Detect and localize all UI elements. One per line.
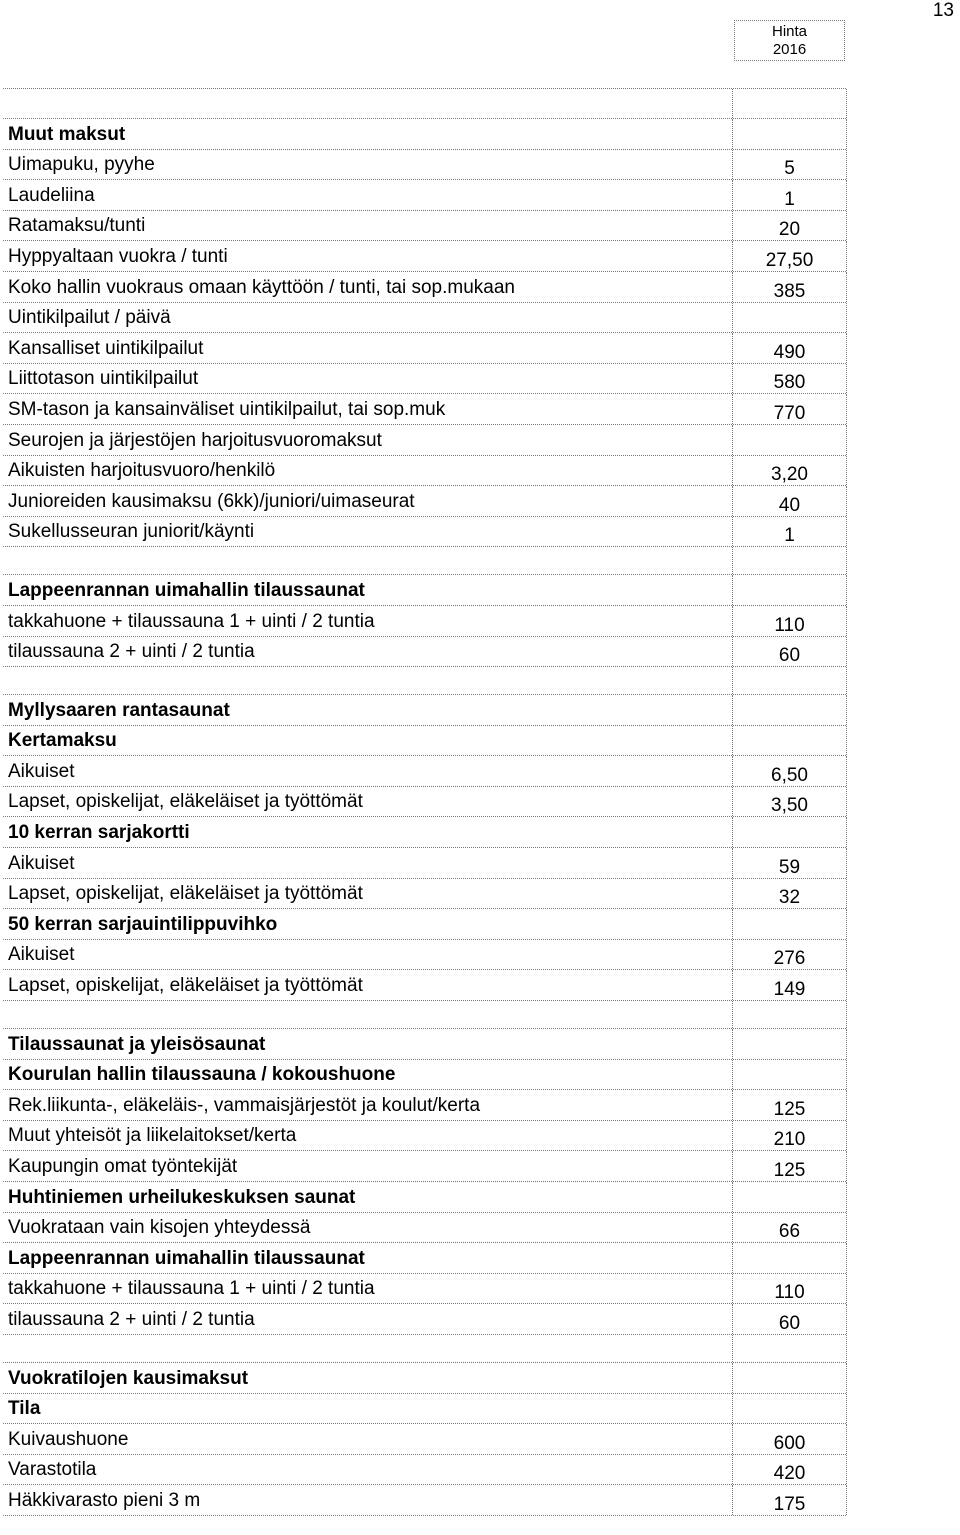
item-label: Hyppyaltaan vuokra / tunti [8,245,228,267]
item-price: 1 [784,188,795,210]
price-row [3,1274,846,1305]
section-heading: Muut maksut [8,123,126,145]
item-price: 490 [773,341,806,363]
item-label: Koko hallin vuokraus omaan käyttöön / tunti, tai sop.mukaan [8,276,515,298]
price-row [3,486,846,517]
section-heading-row [3,695,846,726]
item-label: Aikuiset [8,944,75,966]
item-label: Kansalliset uintikilpailut [8,337,204,359]
item-label: Seurojen ja järjestöjen harjoitusvuoromaksut [8,429,382,451]
section-heading-row [3,1029,846,1060]
item-price: 580 [773,372,806,394]
item-price: 3,50 [771,795,808,817]
price-row [3,425,846,456]
section-heading-row [3,1394,846,1425]
price-row [3,848,846,879]
item-price: 770 [773,402,806,424]
item-label: Varastotila [8,1459,97,1481]
item-label: Lapset, opiskelijat, eläkeläiset ja työttömät [8,975,363,997]
spacer-row [3,1001,846,1029]
item-label: Laudeliina [8,184,95,206]
item-label: Aikuiset [8,852,75,874]
item-price: 420 [773,1463,806,1485]
section-heading: 10 kerran sarjakortti [8,822,190,844]
item-price: 6,50 [771,764,808,786]
price-row [3,1090,846,1121]
price-header-year: 2016 [772,41,807,58]
price-row [3,180,846,211]
price-row [3,970,846,1001]
item-label: Liittotason uintikilpailut [8,368,199,390]
section-heading: Myllysaaren rantasaunat [8,699,230,721]
item-label: Kaupungin omat työntekijät [8,1156,238,1177]
item-price: 3,20 [771,464,808,486]
price-row [3,394,846,425]
spacer-row [3,547,846,575]
section-heading: Tilaussaunat ja yleisösaunat [8,1033,266,1055]
section-heading: 50 kerran sarjauintilippuvihko [8,913,278,935]
item-label: Aikuiset [8,760,75,782]
item-label: Uimapuku, pyyhe [8,154,155,176]
section-heading: Tila [8,1398,41,1420]
item-price: 40 [778,494,801,516]
item-label: Rek.liikunta-, eläkeläis-, vammaisjärjestöt ja koulut/kerta [8,1094,481,1116]
item-label: Lapset, opiskelijat, eläkeläiset ja työttömät [8,791,363,813]
item-label: SM-tason ja kansainväliset uintikilpailut, tai sop.muk [8,398,446,420]
item-label: Ratamaksu/tunti [8,215,146,237]
item-price: 276 [773,948,806,970]
item-price: 32 [778,887,801,909]
section-heading-row [3,575,846,606]
price-row [3,364,846,395]
price-row [3,1424,846,1455]
item-price: 20 [778,219,801,241]
item-label: Muut yhteisöt ja liikelaitokset/kerta [8,1125,297,1147]
page-number: 13 [932,0,954,21]
item-label: Junioreiden kausimaksu (6kk)/juniori/uimaseurat [8,490,415,512]
section-heading: Lappeenrannan uimahallin tilaussaunat [8,1247,365,1269]
price-row [3,333,846,364]
item-label: takkahuone + tilaussauna 1 + uinti / 2 tuntia [8,610,375,632]
section-heading-row [3,909,846,940]
item-label: Kuivaushuone [8,1428,129,1450]
item-label: Uintikilpailut / päivä [8,307,171,329]
item-label: Sukellusseuran juniorit/käynti [8,521,255,543]
item-label: Lapset, opiskelijat, eläkeläiset ja työttömät [8,883,363,905]
price-column-header [734,20,845,61]
item-price: 385 [773,280,806,302]
item-price: 110 [774,1282,805,1304]
item-price: 175 [773,1493,806,1515]
spacer-row [3,667,846,695]
price-row [3,756,846,787]
item-price: 125 [773,1160,806,1181]
price-row [3,1151,846,1182]
price-row [3,241,846,272]
price-row [3,940,846,971]
item-label: tilaussauna 2 + uinti / 2 tuntia [8,1308,255,1330]
section-heading-row [3,817,846,848]
section-heading-row [3,119,846,150]
price-row [3,637,846,668]
section-heading: Lappeenrannan uimahallin tilaussaunat [8,579,365,601]
item-label: takkahuone + tilaussauna 1 + uinti / 2 tuntia [8,1278,375,1300]
price-header-label: Hinta [771,23,808,40]
item-price: 210 [773,1129,806,1151]
spacer-row [3,89,846,119]
price-row [3,272,846,303]
price-row [3,787,846,818]
section-heading: Huhtiniemen urheilukeskuksen saunat [8,1186,356,1208]
price-row [3,1213,846,1244]
price-table [3,88,846,1516]
price-row [3,1304,846,1335]
section-heading-row [3,1363,846,1394]
section-heading-row [3,726,846,757]
price-row [3,211,846,242]
item-price: 60 [778,1312,801,1334]
price-row [3,1485,846,1516]
item-price: 66 [778,1221,801,1243]
section-heading: Kourulan hallin tilaussauna / kokoushuone [8,1064,396,1086]
item-label: tilaussauna 2 + uinti / 2 tuntia [8,641,255,663]
price-row [3,303,846,334]
price-row [3,1455,846,1486]
item-label: Aikuisten harjoitusvuoro/henkilö [8,460,276,482]
item-price: 110 [774,614,805,636]
spacer-row [3,1335,846,1363]
section-heading: Vuokratilojen kausimaksut [8,1367,249,1389]
item-price: 59 [778,856,801,878]
price-row [3,879,846,910]
section-heading-row [3,1182,846,1213]
price-row [3,150,846,181]
section-heading: Kertamaksu [8,730,117,752]
section-heading-row [3,1060,846,1091]
price-row [3,1121,846,1152]
item-price: 125 [773,1098,806,1120]
item-price: 60 [778,645,801,667]
item-price: 1 [784,525,795,547]
price-row [3,606,846,637]
item-label: Häkkivarasto pieni 3 m [8,1489,201,1511]
price-row [3,517,846,548]
item-price: 27,50 [765,249,814,271]
section-heading-row [3,1243,846,1274]
item-price: 5 [784,158,795,180]
item-price: 600 [773,1432,806,1454]
item-label: Vuokrataan vain kisojen yhteydessä [8,1217,311,1239]
item-price: 149 [773,979,806,1001]
price-row [3,456,846,487]
